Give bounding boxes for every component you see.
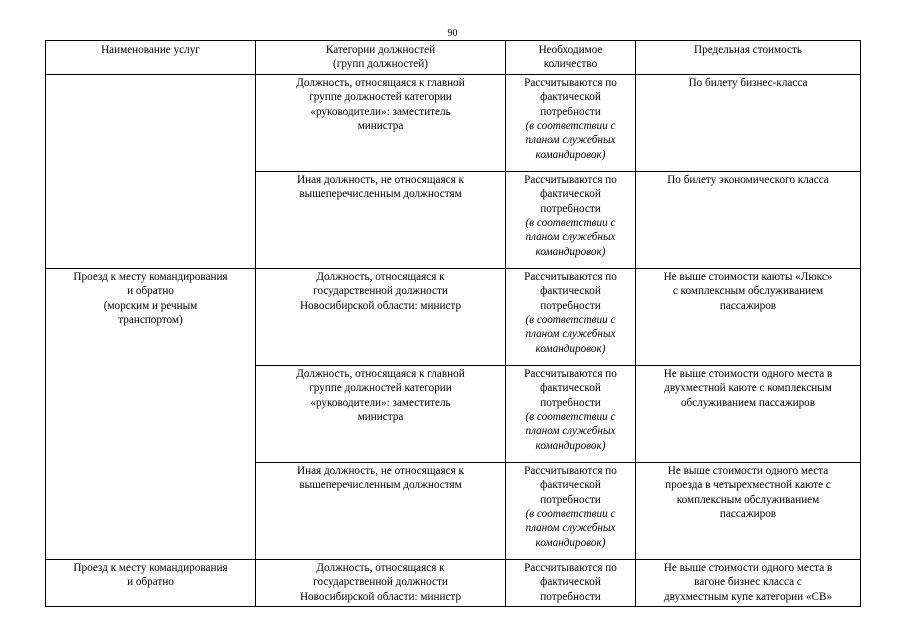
quantity-cell: Рассчитываются по фактической потребности (в соответствии с планом служебных командировок) [506,462,636,559]
header-service-name: Наименование услуг [46,41,256,75]
quantity-cell: Рассчитываются по фактической потребности [506,559,636,606]
position-cell: Должность, относящаяся к главной группе должностей категории «руководители»: заместитель министра [256,74,506,171]
quantity-cell: Рассчитываются по фактической потребности (в соответствии с планом служебных командировок) [506,268,636,365]
cost-cell: По билету бизнес-класса [636,74,861,171]
service-cell-continued [46,74,256,268]
table-row [46,559,861,606]
cost-cell: Не выше стоимости одного места в вагоне бизнес класса с двухместным купе категории «СВ» [636,559,861,606]
position-cell: Должность, относящаяся к главной группе должностей категории «руководители»: заместитель министра [256,365,506,462]
cost-cell: Не выше стоимости одного места проезда в четырехместной каюте с комплексным обслуживанием пассажиров [636,462,861,559]
service-cell-travel: Проезд к месту командирования и обратно [46,559,256,606]
cost-cell: Не выше стоимости одного места в двухместной каюте с комплексным обслуживанием пассажиров [636,365,861,462]
header-required-quantity: Необходимое количество [506,41,636,75]
position-cell: Иная должность, не относящаяся к вышеперечисленным должностям [256,462,506,559]
position-cell: Должность, относящаяся к государственной должности Новосибирской области: министр [256,559,506,606]
table-header-row [46,41,861,75]
position-cell: Должность, относящаяся к государственной должности Новосибирской области: министр [256,268,506,365]
position-cell: Иная должность, не относящаяся к вышеперечисленным должностям [256,171,506,268]
quantity-cell: Рассчитываются по фактической потребности (в соответствии с планом служебных командировок) [506,171,636,268]
header-position-category: Категории должностей (групп должностей) [256,41,506,75]
quantity-cell: Рассчитываются по фактической потребности (в соответствии с планом служебных командировок) [506,74,636,171]
cost-cell: По билету экономического класса [636,171,861,268]
quantity-cell: Рассчитываются по фактической потребности (в соответствии с планом служебных командировок) [506,365,636,462]
table-row [46,74,861,171]
header-max-cost: Предельная стоимость [636,41,861,75]
cost-cell: Не выше стоимости каюты «Люкс» с комплексным обслуживанием пассажиров [636,268,861,365]
service-cell-sea-river: Проезд к месту командирования и обратно (морским и речным транспортом) [46,268,256,559]
table-row [46,268,861,365]
services-cost-table [45,40,861,607]
page-number: 90 [447,28,458,39]
